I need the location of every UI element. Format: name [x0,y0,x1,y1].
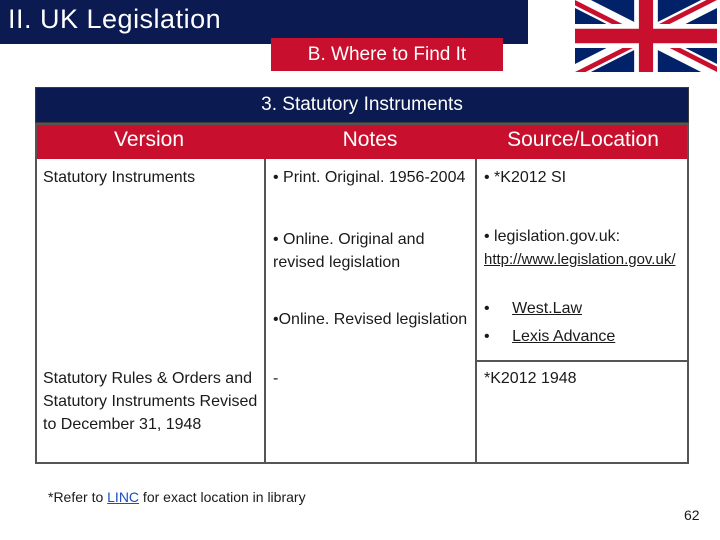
row1-version: Statutory Instruments [43,169,196,186]
column-divider-1 [264,159,266,464]
column-header-source: Source/Location [507,128,659,151]
column-divider-2 [475,159,477,464]
page-number: 62 [684,507,700,523]
bullet: • [484,300,490,317]
row1-note-online: • Online. Original and revised legislation [273,231,425,271]
row1-source-online: • legislation.gov.uk: [484,228,621,245]
row-divider-source [475,360,689,362]
lexis-advance-link[interactable]: Lexis Advance [512,328,616,345]
footnote [48,489,306,505]
union-jack-flag-icon [575,0,717,72]
subtitle-box [271,38,503,71]
row1-note-print: • Print. Original. 1956-2004 [273,169,466,186]
footnote-prefix: *Refer to [48,489,108,505]
table-heading-bar [35,87,689,123]
westlaw-link[interactable]: West.Law [512,300,583,317]
row2-notes: - [273,370,279,387]
footnote-suffix: for exact location in library [139,489,306,505]
row1-source-print: • *K2012 SI [484,169,567,186]
slide-title: II. UK Legislation [8,4,222,34]
bullet: • [484,328,490,345]
column-header-version: Version [113,128,185,151]
slide-subtitle: B. Where to Find It [307,44,467,65]
table-heading: 3. Statutory Instruments [261,94,463,115]
westlaw-link-item[interactable] [484,297,582,320]
linc-link[interactable]: LINC [107,489,140,505]
legislation-url-link[interactable]: http://www.legislation.gov.uk/ [484,251,676,268]
row1-note-online-revised: •Online. Revised legislation [273,311,468,328]
row2-source: *K2012 1948 [484,370,577,387]
row2-version: Statutory Rules & Orders and Statutory Instruments Revised to December 31, 1948 [43,370,258,433]
column-header-notes: Notes [342,128,398,151]
lexis-advance-link-item[interactable] [484,325,615,348]
